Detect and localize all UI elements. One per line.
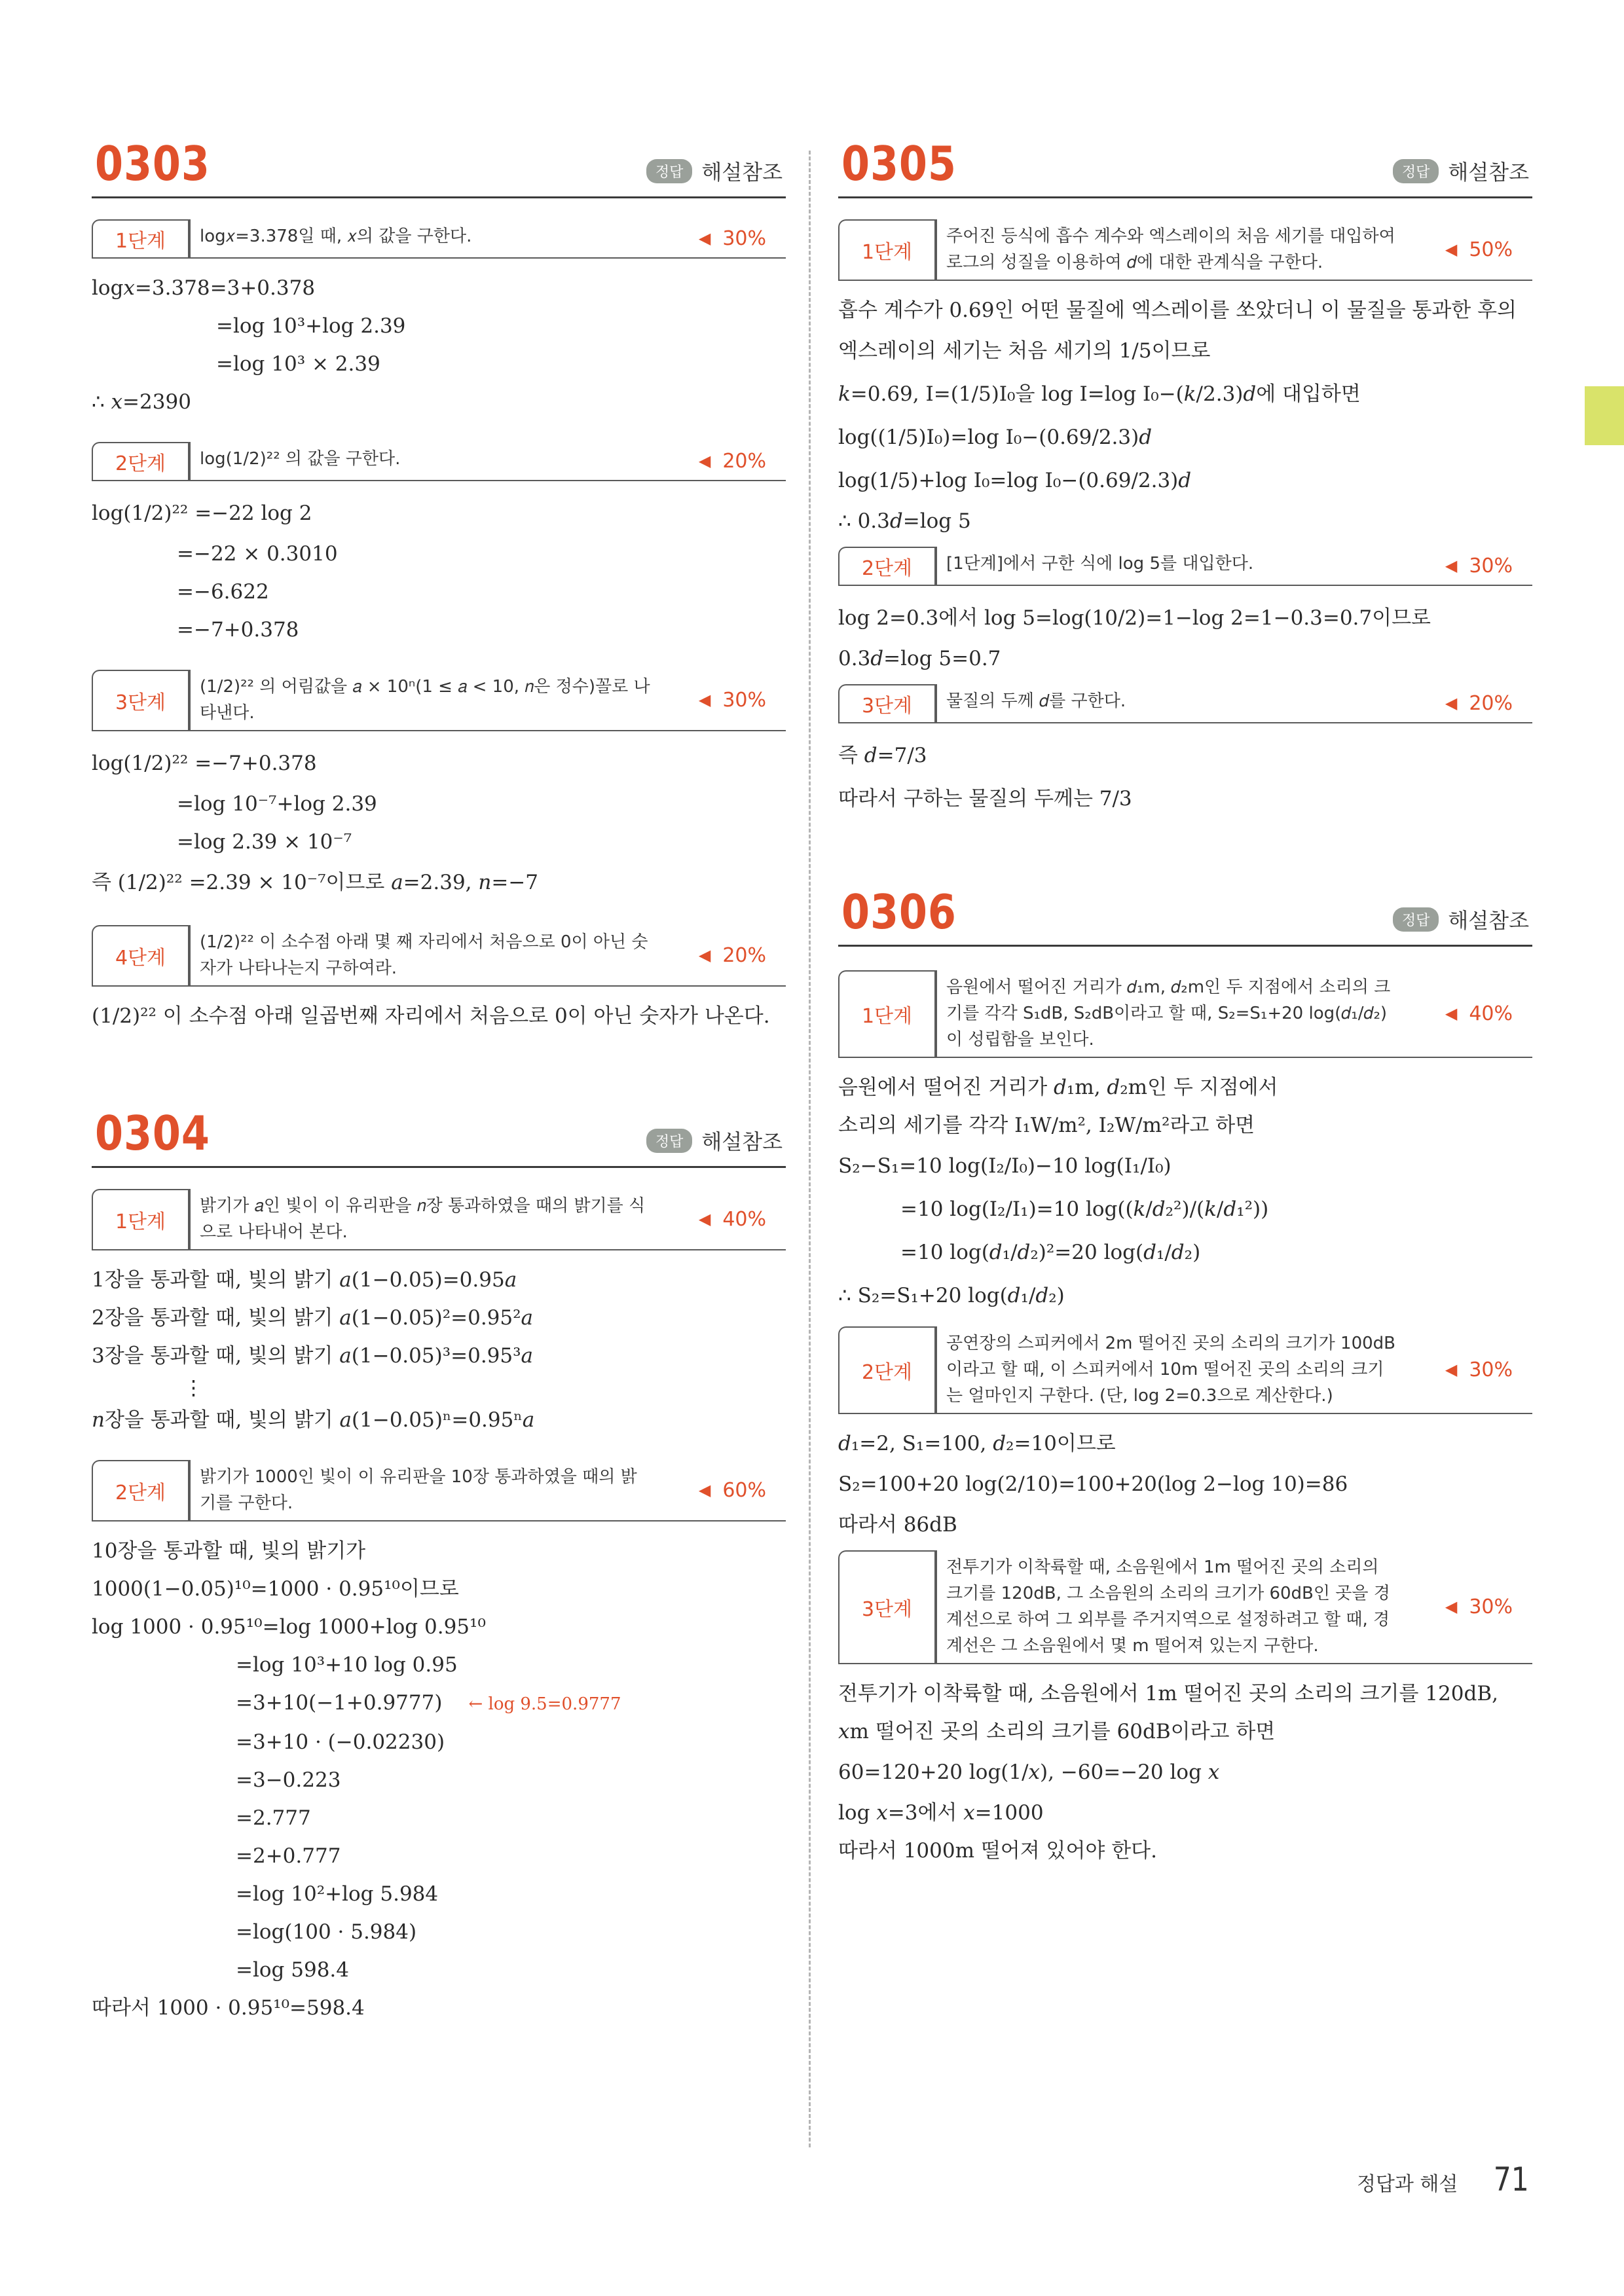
- step-label: 4단계: [92, 925, 189, 985]
- solution-line: 따라서 86dB: [838, 1513, 957, 1537]
- step-box: [838, 684, 1532, 723]
- problem-header-0304: [92, 1094, 786, 1168]
- solution-line: =2.777: [236, 1806, 311, 1830]
- solution-line: 따라서 1000 · 0.95¹⁰=598.4: [92, 1996, 365, 2020]
- triangle-left-icon: ◀: [1445, 694, 1458, 712]
- step-label: 2단계: [92, 1460, 189, 1520]
- solution-line: ∴ 𝑥=2390: [92, 390, 191, 414]
- step-box: [838, 219, 1532, 281]
- problem-number: 0306: [841, 884, 957, 939]
- step-label: 2단계: [838, 1326, 936, 1413]
- step-box: [838, 970, 1532, 1058]
- step-label: 2단계: [92, 442, 189, 480]
- page-number: 71: [1494, 2160, 1530, 2198]
- solution-line: 소리의 세기를 각각 I₁W/m², I₂W/m²라고 하면: [838, 1114, 1255, 1137]
- solution-line: 엑스레이의 세기는 처음 세기의 1/5이므로: [838, 339, 1211, 363]
- answer-ref: [646, 1125, 783, 1156]
- step-score: ◀ 20%: [1445, 691, 1513, 715]
- step-score: ◀ 50%: [1445, 238, 1513, 261]
- side-index-tab: [1585, 386, 1624, 445]
- step-desc: 밝기가 1000인 빛이 이 유리판을 10장 통과하였을 때의 밝기를 구한다.: [189, 1460, 661, 1520]
- solution-line: =log 10⁻⁷+log 2.39: [177, 792, 377, 816]
- answer-badge: 정답: [646, 1129, 693, 1153]
- triangle-left-icon: ◀: [698, 1210, 711, 1228]
- step-score: ◀ 30%: [1445, 1595, 1513, 1618]
- solution-line: ⋮: [183, 1376, 204, 1400]
- answer-text: 해설참조: [1448, 160, 1529, 185]
- answer-text: 해설참조: [701, 160, 783, 185]
- solution-line: 𝑑₁=2, S₁=100, 𝑑₂=10이므로: [838, 1432, 1116, 1455]
- step-desc: (1/2)²² 이 소수점 아래 몇 째 자리에서 처음으로 0이 아닌 숫자가 나타나는지 구하여라.: [189, 925, 661, 985]
- step-score: ◀ 40%: [1445, 1002, 1513, 1025]
- problem-number: 0303: [95, 136, 210, 191]
- step-desc: (1/2)²² 의 어림값을 𝑎 × 10ⁿ(1 ≤ 𝑎 < 10, 𝑛은 정수)꼴로 나타낸다.: [189, 670, 661, 730]
- solution-line: log(1/2)²² =−22 log 2: [92, 501, 312, 525]
- answer-badge: 정답: [646, 159, 693, 183]
- step-desc: [1단계]에서 구한 식에 log 5를 대입한다.: [936, 547, 1408, 585]
- solution-line: =log 10³+10 log 0.95: [236, 1653, 458, 1677]
- solution-line: =log 10²+log 5.984: [236, 1882, 439, 1906]
- solution-line: =−22 × 0.3010: [177, 542, 338, 566]
- triangle-left-icon: ◀: [1445, 240, 1458, 259]
- solution-line: ∴ S₂=S₁+20 log(𝑑₁/𝑑₂): [838, 1284, 1065, 1307]
- step-desc: 주어진 등식에 흡수 계수와 엑스레이의 처음 세기를 대입하여 로그의 성질을 이용하여 𝑑에 대한 관계식을 구한다.: [936, 219, 1408, 280]
- step-desc: 음원에서 떨어진 거리가 𝑑₁m, 𝑑₂m인 두 지점에서 소리의 크기를 각각 S₁dB, S₂dB이라고 할 때, S₂=S₁+20 log(𝑑₁/𝑑₂) 이 성립함을 보인다.: [936, 970, 1408, 1057]
- step-box: [92, 1460, 786, 1522]
- solution-line: S₂=100+20 log(2/10)=100+20(log 2−log 10)=86: [838, 1472, 1348, 1496]
- triangle-left-icon: ◀: [698, 229, 711, 247]
- answer-ref: [646, 156, 783, 186]
- column-divider: [809, 151, 811, 2147]
- solution-line: 𝑘=0.69, I=(1/5)I₀을 log I=log I₀−(𝑘/2.3)𝑑에 대입하면: [838, 382, 1361, 406]
- solution-line: =10 log(𝑑₁/𝑑₂)²=20 log(𝑑₁/𝑑₂): [900, 1241, 1201, 1264]
- solution-line: 3장을 통과할 때, 빛의 밝기 𝑎(1−0.05)³=0.95³𝑎: [92, 1344, 534, 1368]
- step-score: ◀ 30%: [698, 688, 766, 712]
- triangle-left-icon: ◀: [1445, 1360, 1458, 1379]
- answer-text: 해설참조: [701, 1129, 783, 1154]
- problem-number: 0305: [841, 136, 957, 191]
- solution-line: log𝑥=3.378=3+0.378: [92, 276, 316, 300]
- solution-line: 따라서 구하는 물질의 두께는 7/3: [838, 787, 1132, 811]
- step-desc: 밝기가 𝑎인 빛이 이 유리판을 𝑛장 통과하였을 때의 밝기를 식으로 나타내어 본다.: [189, 1189, 661, 1249]
- solution-line: =3−0.223: [236, 1768, 341, 1792]
- solution-line: =log 2.39 × 10⁻⁷: [177, 830, 352, 854]
- triangle-left-icon: ◀: [698, 691, 711, 709]
- solution-line: =2+0.777: [236, 1844, 341, 1868]
- problem-header-0305: [838, 124, 1532, 198]
- problem-header-0303: [92, 124, 786, 198]
- step-score: ◀ 20%: [698, 449, 766, 473]
- solution-line: 전투기가 이착륙할 때, 소음원에서 1m 떨어진 곳의 소리의 크기를 120dB,: [838, 1682, 1498, 1705]
- solution-line: log(1/5)+log I₀=log I₀−(0.69/2.3)𝑑: [838, 469, 1192, 492]
- triangle-left-icon: ◀: [698, 1481, 711, 1499]
- solution-line: (1/2)²² 이 소수점 아래 일곱번째 자리에서 처음으로 0이 아닌 숫자가 나온다.: [92, 1004, 770, 1028]
- solution-line: =3+10 · (−0.02230): [236, 1730, 445, 1754]
- solution-line: ∴ 0.3𝑑=log 5: [838, 509, 971, 533]
- step-label: 3단계: [838, 1550, 936, 1663]
- solution-line: =−7+0.378: [177, 618, 299, 642]
- step-box: [92, 925, 786, 987]
- step-label: 1단계: [92, 219, 189, 257]
- solution-note: ← log 9.5=0.9777: [468, 1694, 621, 1714]
- step-label: 1단계: [838, 219, 936, 280]
- step-desc: log𝑥=3.378일 때, 𝑥의 값을 구한다.: [189, 219, 661, 257]
- page-footer: [1357, 2160, 1532, 2198]
- solution-line: log 2=0.3에서 log 5=log(10/2)=1−log 2=1−0.3=0.7이므로: [838, 606, 1431, 630]
- step-box: [92, 670, 786, 731]
- solution-line: =3+10(−1+0.9777) ← log 9.5=0.9777: [236, 1691, 621, 1715]
- step-box: [838, 547, 1532, 586]
- solution-line: =log 598.4: [236, 1958, 349, 1982]
- solution-line: 흡수 계수가 0.69인 어떤 물질에 엑스레이를 쏘았더니 이 물질을 통과한 후의: [838, 299, 1517, 322]
- step-label: 3단계: [838, 684, 936, 722]
- problem-header-0306: [838, 873, 1532, 947]
- solution-line: 0.3𝑑=log 5=0.7: [838, 647, 1001, 670]
- step-box: [92, 442, 786, 481]
- answer-ref: [1393, 904, 1529, 934]
- triangle-left-icon: ◀: [1445, 556, 1458, 575]
- solution-line: =log 10³ × 2.39: [216, 352, 380, 376]
- solution-line: log 1000 · 0.95¹⁰=log 1000+log 0.95¹⁰: [92, 1615, 486, 1639]
- solution-line: =−6.622: [177, 580, 269, 604]
- solution-line: 𝑥m 떨어진 곳의 소리의 크기를 60dB이라고 하면: [838, 1720, 1276, 1743]
- solution-line: 즉 (1/2)²² =2.39 × 10⁻⁷이므로 𝑎=2.39, 𝑛=−7: [92, 871, 539, 894]
- step-desc: log(1/2)²² 의 값을 구한다.: [189, 442, 661, 480]
- step-label: 1단계: [92, 1189, 189, 1249]
- step-score: ◀ 60%: [698, 1478, 766, 1502]
- right-column: [838, 124, 1532, 1870]
- step-desc: 물질의 두께 𝑑를 구한다.: [936, 684, 1408, 722]
- triangle-left-icon: ◀: [1445, 1004, 1458, 1023]
- solution-line: 1장을 통과할 때, 빛의 밝기 𝑎(1−0.05)=0.95𝑎: [92, 1268, 517, 1292]
- solution-line: log((1/5)I₀)=log I₀−(0.69/2.3)𝑑: [838, 426, 1153, 449]
- step-label: 3단계: [92, 670, 189, 730]
- triangle-left-icon: ◀: [698, 452, 711, 470]
- step-score: ◀ 30%: [1445, 554, 1513, 577]
- solution-line: 10장을 통과할 때, 빛의 밝기가: [92, 1539, 366, 1563]
- step-label: 2단계: [838, 547, 936, 585]
- solution-line: =log(100 · 5.984): [236, 1920, 417, 1944]
- step-box: [838, 1326, 1532, 1414]
- solution-line: =log 10³+log 2.39: [216, 314, 406, 338]
- solution-line: =10 log(I₂/I₁)=10 log((𝑘/𝑑₂²)/(𝑘/𝑑₁²)): [900, 1197, 1269, 1221]
- solution-line: S₂−S₁=10 log(I₂/I₀)−10 log(I₁/I₀): [838, 1154, 1172, 1178]
- solution-line: log(1/2)²² =−7+0.378: [92, 752, 317, 775]
- step-score: ◀ 30%: [1445, 1358, 1513, 1381]
- step-score: ◀ 30%: [698, 227, 766, 250]
- problem-number: 0304: [95, 1106, 210, 1161]
- answer-badge: 정답: [1393, 907, 1439, 932]
- solution-line: 2장을 통과할 때, 빛의 밝기 𝑎(1−0.05)²=0.95²𝑎: [92, 1306, 534, 1330]
- solution-line: 1000(1−0.05)¹⁰=1000 · 0.95¹⁰이므로: [92, 1577, 459, 1601]
- step-box: [92, 219, 786, 259]
- step-desc: 전투기가 이착륙할 때, 소음원에서 1m 떨어진 곳의 소리의 크기를 120dB, 그 소음원의 소리의 크기가 60dB인 곳을 경계선으로 하여 그 외부를 주거지역으로 설정하려고 할 때, 경계선은 그 소음원에서 몇 m 떨어져 있는지 구한다.: [936, 1550, 1408, 1663]
- solution-line: 즉 𝑑=7/3: [838, 744, 927, 767]
- answer-text: 해설참조: [1448, 908, 1529, 933]
- solution-line: 따라서 1000m 떨어져 있어야 한다.: [838, 1839, 1157, 1863]
- answer-badge: 정답: [1393, 159, 1439, 183]
- left-column: [92, 124, 786, 2027]
- triangle-left-icon: ◀: [698, 946, 711, 964]
- step-score: ◀ 20%: [698, 943, 766, 967]
- step-label: 1단계: [838, 970, 936, 1057]
- solution-line: 𝑛장을 통과할 때, 빛의 밝기 𝑎(1−0.05)ⁿ=0.95ⁿ𝑎: [92, 1408, 535, 1432]
- step-desc: 공연장의 스피커에서 2m 떨어진 곳의 소리의 크기가 100dB이라고 할 때, 이 스피커에서 10m 떨어진 곳의 소리의 크기는 얼마인지 구한다. (단, log 2=0.3으로 계산한다.): [936, 1326, 1408, 1413]
- answer-ref: [1393, 156, 1529, 186]
- footer-title: 정답과 해설: [1356, 2173, 1458, 2196]
- step-box: [92, 1189, 786, 1250]
- step-score: ◀ 40%: [698, 1207, 766, 1231]
- step-box: [838, 1550, 1532, 1664]
- triangle-left-icon: ◀: [1445, 1597, 1458, 1616]
- solution-line: 음원에서 떨어진 거리가 𝑑₁m, 𝑑₂m인 두 지점에서: [838, 1076, 1278, 1099]
- solution-line: 60=120+20 log(1/𝑥), −60=−20 log 𝑥: [838, 1760, 1220, 1784]
- solution-line: log 𝑥=3에서 𝑥=1000: [838, 1801, 1044, 1825]
